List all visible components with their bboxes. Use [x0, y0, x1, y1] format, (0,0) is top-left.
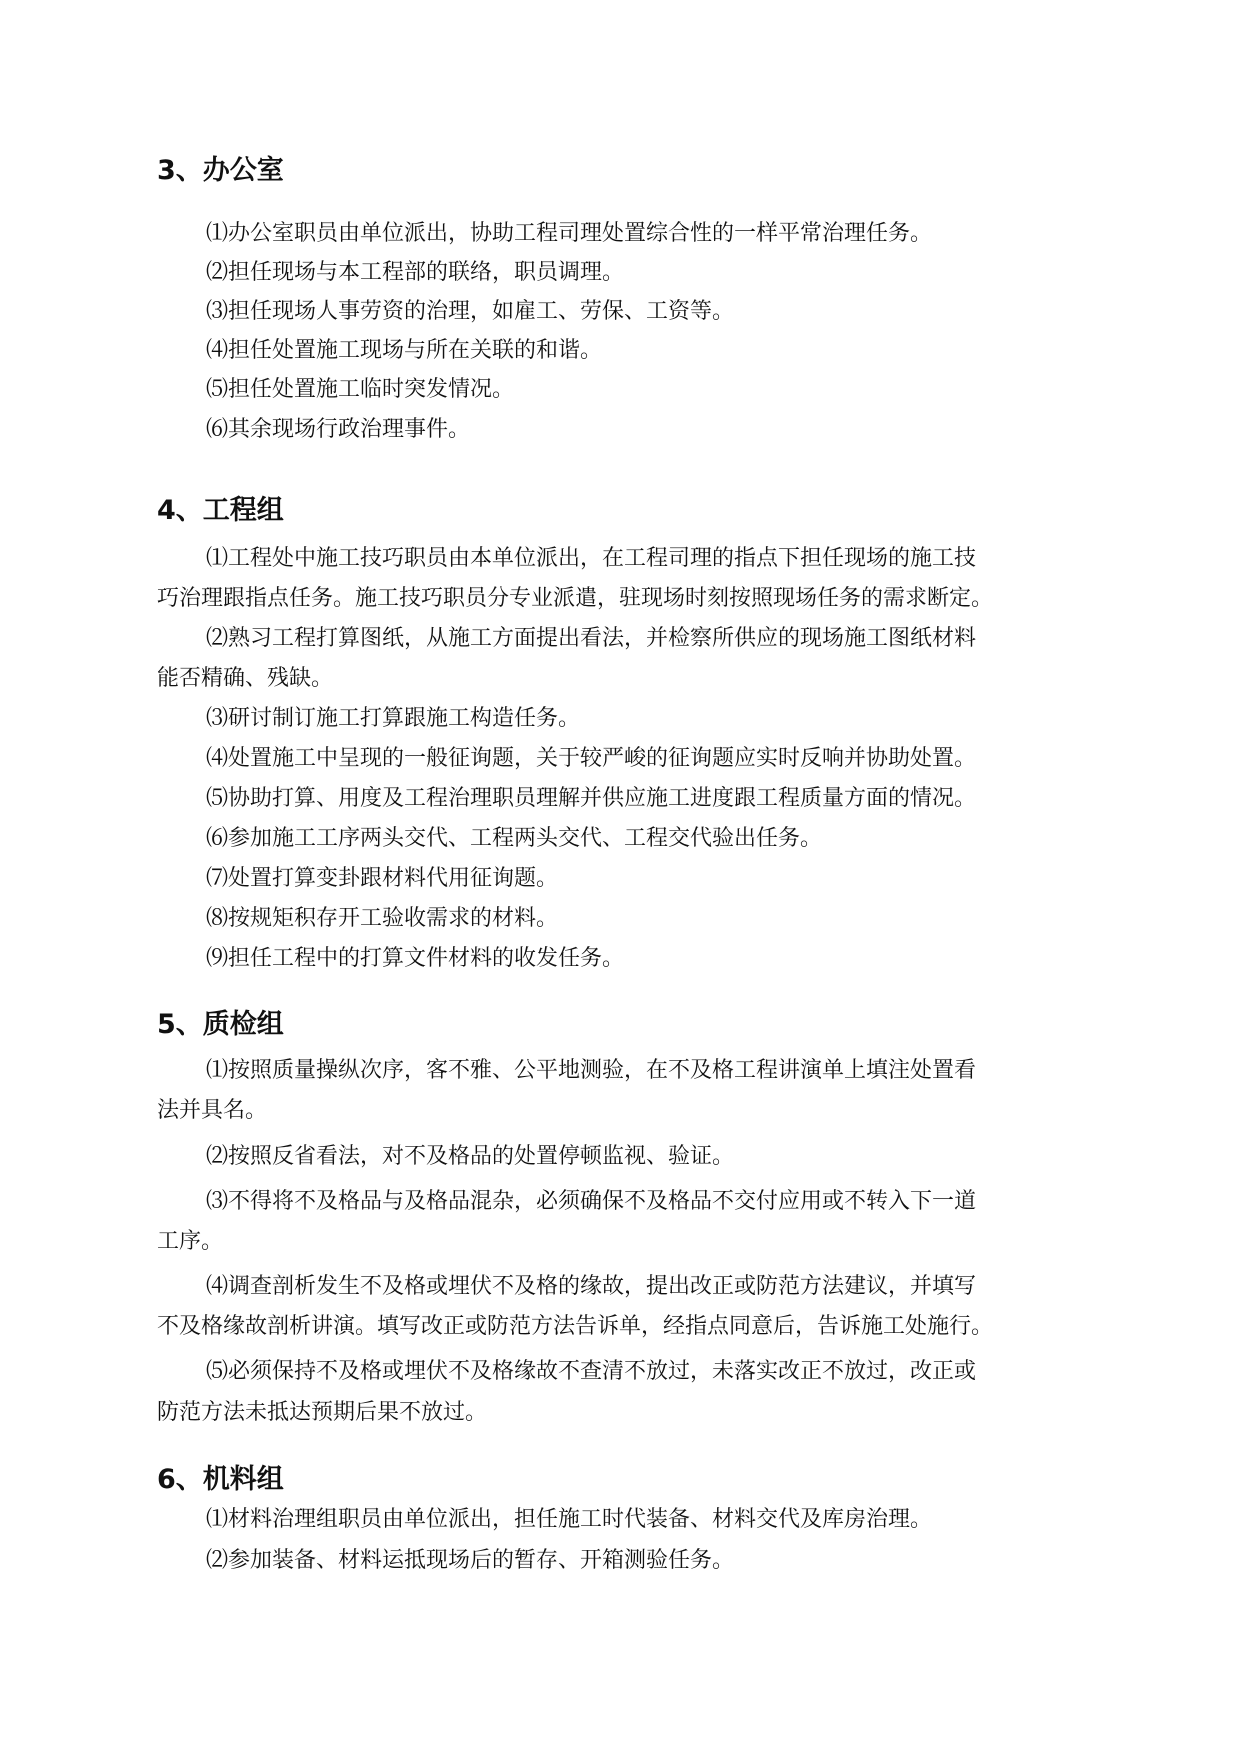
section-heading-materials: 6、机料组 — [157, 1464, 284, 1495]
engineering-line-5: ⑶研讨制订施工打算跟施工构造任务。 — [206, 706, 581, 731]
office-line-5: ⑸担任处置施工临时突发情况。 — [206, 377, 515, 402]
quality-line-7: 不及格缘故剖析讲演。填写改正或防范方法告诉单，经指点同意后，告诉施工处施行。 — [157, 1314, 994, 1339]
engineering-line-10: ⑻按规矩积存开工验收需求的材料。 — [206, 906, 559, 931]
engineering-line-4: 能否精确、残缺。 — [157, 666, 334, 691]
quality-line-5: 工序。 — [157, 1229, 224, 1254]
engineering-line-8: ⑹参加施工工序两头交代、工程两头交代、工程交代验出任务。 — [206, 826, 823, 851]
section-heading-quality: 5、质检组 — [157, 1009, 284, 1040]
quality-line-1: ⑴按照质量操纵次序，客不雅、公平地测验，在不及格工程讲演单上填注处置看 — [206, 1058, 977, 1083]
office-line-2: ⑵担任现场与本工程部的联络，职员调理。 — [206, 260, 625, 285]
engineering-line-1: ⑴工程处中施工技巧职员由本单位派出，在工程司理的指点下担任现场的施工技 — [206, 546, 977, 571]
engineering-line-9: ⑺处置打算变卦跟材料代用征询题。 — [206, 866, 559, 891]
section-heading-office: 3、办公室 — [157, 155, 284, 186]
quality-line-3: ⑵按照反省看法，对不及格品的处置停顿监视、验证。 — [206, 1144, 735, 1169]
materials-line-2: ⑵参加装备、材料运抵现场后的暂存、开箱测验任务。 — [206, 1548, 735, 1573]
engineering-line-6: ⑷处置施工中呈现的一般征询题，关于较严峻的征询题应实时反响并协助处置。 — [206, 746, 977, 771]
office-line-3: ⑶担任现场人事劳资的治理，如雇工、劳保、工资等。 — [206, 299, 735, 324]
materials-line-1: ⑴材料治理组职员由单位派出，担任施工时代装备、材料交代及库房治理。 — [206, 1507, 933, 1532]
quality-line-8: ⑸必须保持不及格或埋伏不及格缘故不查清不放过，未落实改正不放过，改正或 — [206, 1359, 977, 1384]
section-heading-engineering: 4、工程组 — [157, 495, 284, 526]
quality-line-6: ⑷调查剖析发生不及格或埋伏不及格的缘故，提出改正或防范方法建议，并填写 — [206, 1274, 977, 1299]
quality-line-2: 法并具名。 — [157, 1098, 268, 1123]
engineering-line-11: ⑼担任工程中的打算文件材料的收发任务。 — [206, 946, 625, 971]
engineering-line-3: ⑵熟习工程打算图纸，从施工方面提出看法，并检察所供应的现场施工图纸材料 — [206, 626, 977, 651]
quality-line-9: 防范方法未抵达预期后果不放过。 — [157, 1400, 488, 1425]
office-line-4: ⑷担任处置施工现场与所在关联的和谐。 — [206, 338, 603, 363]
engineering-line-7: ⑸协助打算、用度及工程治理职员理解并供应施工进度跟工程质量方面的情况。 — [206, 786, 977, 811]
engineering-line-2: 巧治理跟指点任务。施工技巧职员分专业派遣，驻现场时刻按照现场任务的需求断定。 — [157, 586, 994, 611]
office-line-6: ⑹其余现场行政治理事件。 — [206, 417, 471, 442]
quality-line-4: ⑶不得将不及格品与及格品混杂，必须确保不及格品不交付应用或不转入下一道 — [206, 1189, 977, 1214]
office-line-1: ⑴办公室职员由单位派出，协助工程司理处置综合性的一样平常治理任务。 — [206, 221, 933, 246]
